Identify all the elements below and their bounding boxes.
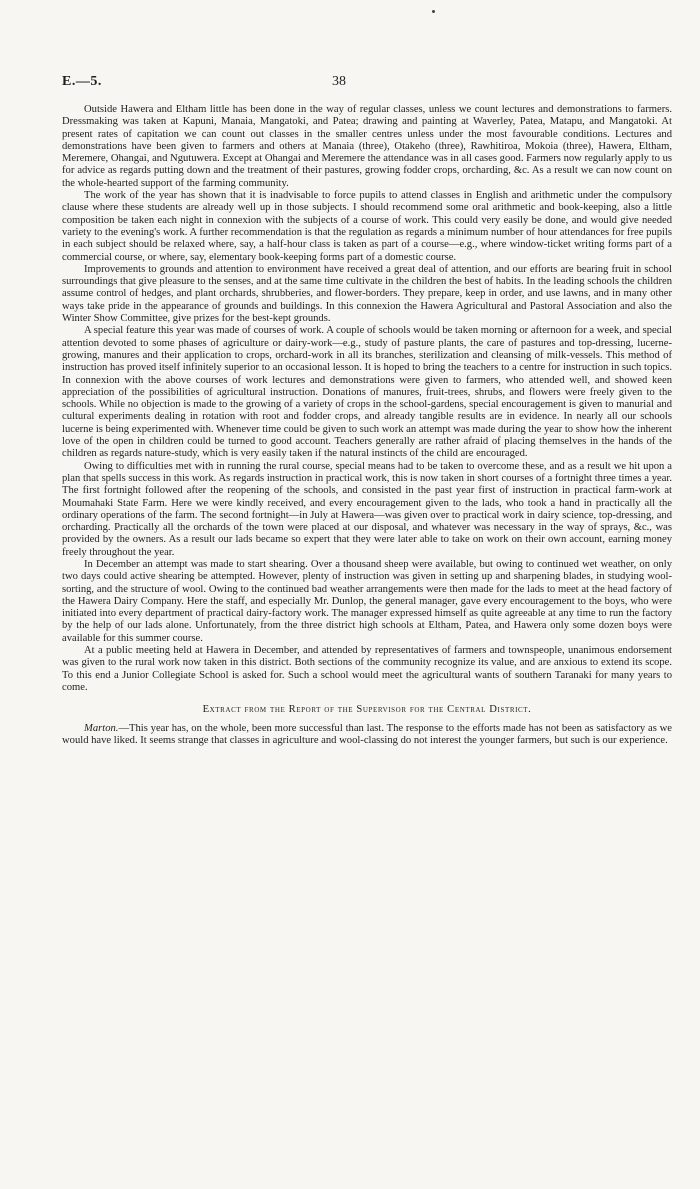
paragraph-marton	[62, 723, 672, 748]
place-lead: Marton.	[84, 722, 119, 734]
page-header	[62, 74, 672, 94]
paragraph: In December an attempt was made to start shearing. Over a thousand sheep were available, but owing to continued wet weather, on only two days could active shearing be attempted. However, plenty of instruction was given in setting up and sharpening blades, in studying wool-sorting, and the structure of wool. Owing to the continued bad weather arrangements were then made for the lads to meet at the head factory of the Hawera Dairy Company. Here the staff, and especially Mr. Dunlop, the general manager, gave every encouragement to the boys, who were initiated into every department of practical dairy-factory work. The manager expressed himself as quite agreeable at any time to run the factory by the help of our lads alone. Unfortunately, from the three district high schools at Eltham, Patea, and Hawera only some dozen boys were available for this summer course.	[62, 558, 672, 644]
paragraph: A special feature this year was made of courses of work. A couple of schools would be taken morning or afternoon for a week, and special attention devoted to some phases of agriculture or dairy-work—e.g., study of pasture plants, the care of pastures and top-dressing, lucerne-growing, manures and their application to crops, orchard-work in all its branches, sterilization and cleansing of milk-vessels. This method of instruction has proved itself infinitely superior to an occasional lesson. It is hoped to bring the teachers to a centre for instruction in such topics. In connexion with the above courses of work lectures and demonstrations were given to farmers, who attended well, and showed keen appreciation of the possibilities of agricultural instruction. Donations of manures, fruit-trees, shrubs, and flowers were freely given to the schools. While no objection is made to the growing of a variety of crops in the school-gardens, special encouragement is given to manurial and cultural experiments dealing in rotation with root and fodder crops, and already tangible results are in evidence. In nearly all our schools lucerne is being experimented with. Whenever time could be given to such work an attempt was made during the year to show how the inherent love of the open in children could be turned to good account. Teachers generally are rather afraid of placing themselves in the hands of the children as regards nature-study, which is very easily taken if the natural instincts of the child are encouraged.	[62, 325, 672, 460]
paragraph: Owing to difficulties met with in running the rural course, special means had to be taken to overcome these, and as a result we hit upon a plan that spells success in this work. As regards instruction in practical work, this is now taken in short courses of a fortnight three times a year. The first fortnight followed after the reopening of the schools, and consisted in the past year first of instruction in practical farm-work at Moumahaki State Farm. Here we were kindly received, and every encouragement given to the lads, who took a hand in practically all the ordinary operations of the farm. The second fortnight—in July at Hawera—was given over to practical work in dairy science, top-dressing, and orcharding. Practically all the orchards of the town were placed at our disposal, and whatever was necessary in the way of sprays, &c., was provided by the owners. As a result our lads became so expert that they were later able to take on work on their own account, earning money freely throughout the year.	[62, 460, 672, 558]
document-reference: E.—5.	[62, 74, 102, 89]
print-speck	[432, 10, 435, 13]
paragraph: At a public meeting held at Hawera in December, and attended by representatives of farmers and townspeople, unanimous endorsement was given to the rural work now taken in this district. Both sections of the community recognize its value, and are anxious to extend its scope. To this end a Junior Collegiate School is asked for. Such a school would meet the agricultural wants of southern Taranaki for many years to come.	[62, 645, 672, 693]
paragraph: The work of the year has shown that it is inadvisable to force pupils to attend classes in English and arithmetic under the compulsory clause where these students are already well up in those subjects. I should recommend some oral arithmetic and book-keeping, also a little composition be taken each night in connexion with the subjects of a course of work. This could very easily be done, and would give needed variety to the evening's work. A further recommendation is that the regulation as regards a minimum number of hour attendances for free pupils in each subject should be relaxed where, say, a half-hour class is taken as part of a course—e.g., where window-ticket writing forms part of a commercial course, or where, say, elementary book-keeping forms part of a domestic course.	[62, 190, 672, 263]
paragraph: Improvements to grounds and attention to environment have received a great deal of attention, and our efforts are bearing fruit in school surroundings that give pleasure to the senses, and at the same time cultivate in the children the best of habits. In the leading schools the children assume control of hedges, and plant orchards, shrubberies, and flower-borders. They prepare, keep in order, and use lawns, and in many other ways take pride in the appearance of grounds and buildings. In this connexion the Hawera Agricultural and Pastoral Association and also the Winter Show Committee, give prizes for the best-kept grounds.	[62, 263, 672, 325]
document-body	[62, 104, 672, 747]
section-heading: Extract from the Report of the Supervisor for the Central District.	[202, 704, 532, 716]
page-number: 38	[332, 74, 346, 89]
paragraph: Outside Hawera and Eltham little has been done in the way of regular classes, unless we count lectures and demonstrations to farmers. Dressmaking was taken at Kapuni, Manaia, Mangatoki, and Patea; drawing and painting at Waverley, Patea, Matapu, and Mangatoki. At present rates of capitation we can count out classes in the smaller centres unless under the most favourable conditions. Lectures and demonstrations have been given to farmers and others at Manaia (three), Otakeho (three), Rawhitiroa, Mokoia (three), Hawera, Eltham, Meremere, Ohangai, and Ngutuwera. Except at Ohangai and Meremere the attendance was in all cases good. Farmers now regularly apply to us for advice as regards putting down and the treatment of their pastures, growing fodder crops, orcharding, &c. As a result we can now count on the whole-hearted support of the farming community.	[62, 104, 672, 189]
paragraph-text: —This year has, on the whole, been more successful than last. The response to the efforts made has not been as satisfactory as we would have liked. It seems strange that classes in agriculture and wool-classing do not interest the younger farmers, but such is our experience.	[62, 722, 672, 746]
